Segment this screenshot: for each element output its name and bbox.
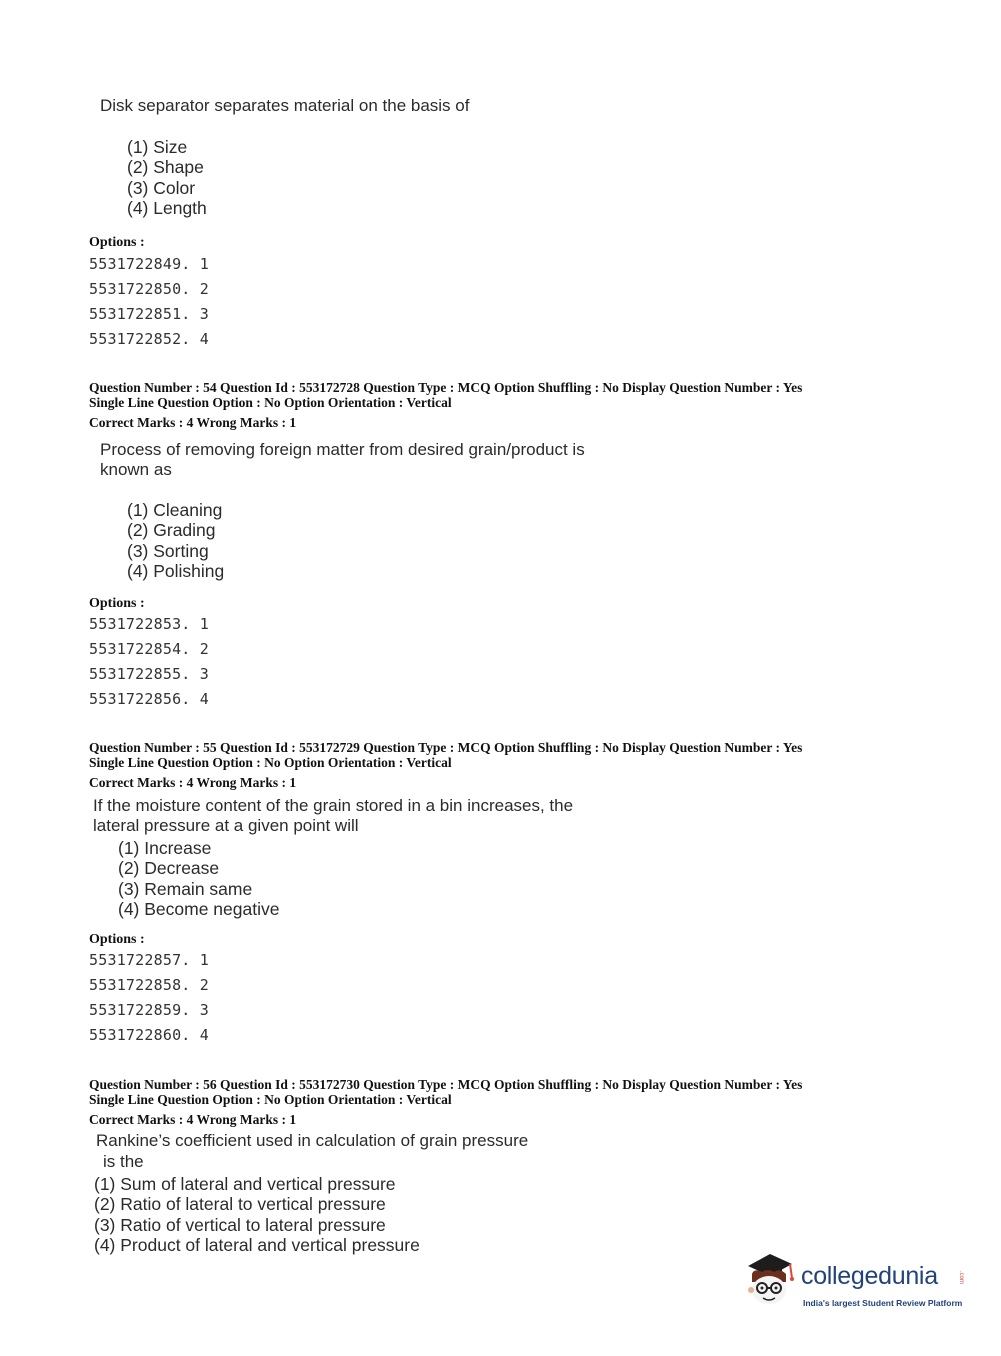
logo-wordmark: collegedunia	[801, 1262, 938, 1290]
q54-option-id-1: 5531722853. 1	[89, 615, 209, 633]
q53-option-id-2: 5531722850. 2	[89, 280, 209, 298]
logo-com: .com	[958, 1271, 964, 1285]
logo-tagline: India's largest Student Review Platform	[803, 1298, 963, 1308]
q56-marks: Correct Marks : 4 Wrong Marks : 1	[89, 1112, 297, 1127]
q54-text-line2: known as	[100, 460, 172, 479]
q55-option-id-2: 5531722858. 2	[89, 976, 209, 994]
q54-meta-line2: Single Line Question Option : No Option Orientation : Vertical	[89, 395, 452, 410]
q53-choice-4: (4) Length	[127, 198, 207, 218]
q56-meta-line2: Single Line Question Option : No Option Orientation : Vertical	[89, 1092, 452, 1107]
q54-choice-1: (1) Cleaning	[127, 500, 223, 520]
collegedunia-mascot-icon	[740, 1248, 800, 1310]
q56-text-line2: is the	[103, 1152, 144, 1171]
q53-choice-3: (3) Color	[127, 178, 196, 198]
q54-option-id-4: 5531722856. 4	[89, 690, 209, 708]
q53-choice-2: (2) Shape	[127, 157, 204, 177]
q55-option-id-4: 5531722860. 4	[89, 1026, 209, 1044]
q55-choice-1: (1) Increase	[118, 838, 212, 858]
q55-meta-line1: Question Number : 55 Question Id : 553172729 Question Type : MCQ Option Shuffling : No Display Question Number : Yes	[89, 740, 803, 755]
q53-option-id-3: 5531722851. 3	[89, 305, 209, 323]
q56-choice-1: (1) Sum of lateral and vertical pressure	[94, 1174, 396, 1194]
q55-text-line2: lateral pressure at a given point will	[93, 816, 359, 835]
q56-choice-2: (2) Ratio of lateral to vertical pressure	[94, 1194, 386, 1214]
q53-text: Disk separator separates material on the basis of	[100, 96, 470, 115]
q56-text-line1: Rankine’s coefficient used in calculation of grain pressure	[96, 1131, 529, 1150]
q55-choice-2: (2) Decrease	[118, 858, 220, 878]
q53-option-id-4: 5531722852. 4	[89, 330, 209, 348]
q54-choice-4: (4) Polishing	[127, 561, 225, 581]
q55-option-id-1: 5531722857. 1	[89, 951, 209, 969]
q55-text-line1: If the moisture content of the grain stored in a bin increases, the	[93, 796, 574, 815]
q55-choice-4: (4) Become negative	[118, 899, 280, 919]
q55-meta-line2: Single Line Question Option : No Option Orientation : Vertical	[89, 755, 452, 770]
q54-text-line1: Process of removing foreign matter from desired grain/product is	[100, 440, 585, 459]
q54-choice-2: (2) Grading	[127, 520, 216, 540]
q56-choice-3: (3) Ratio of vertical to lateral pressure	[94, 1215, 386, 1235]
q55-choice-3: (3) Remain same	[118, 879, 253, 899]
q53-option-id-1: 5531722849. 1	[89, 255, 209, 273]
q54-meta-line1: Question Number : 54 Question Id : 553172728 Question Type : MCQ Option Shuffling : No Display Question Number : Yes	[89, 380, 803, 395]
q53-choice-1: (1) Size	[127, 137, 188, 157]
q54-choice-3: (3) Sorting	[127, 541, 209, 561]
q54-option-id-3: 5531722855. 3	[89, 665, 209, 683]
q55-marks: Correct Marks : 4 Wrong Marks : 1	[89, 775, 297, 790]
q54-marks: Correct Marks : 4 Wrong Marks : 1	[89, 415, 297, 430]
q55-options-label: Options :	[89, 932, 145, 947]
q55-option-id-3: 5531722859. 3	[89, 1001, 209, 1019]
q54-option-id-2: 5531722854. 2	[89, 640, 209, 658]
q54-options-label: Options :	[89, 596, 145, 611]
q53-options-label: Options :	[89, 235, 145, 250]
q56-choice-4: (4) Product of lateral and vertical pressure	[94, 1235, 420, 1255]
q56-meta-line1: Question Number : 56 Question Id : 553172730 Question Type : MCQ Option Shuffling : No Display Question Number : Yes	[89, 1077, 803, 1092]
